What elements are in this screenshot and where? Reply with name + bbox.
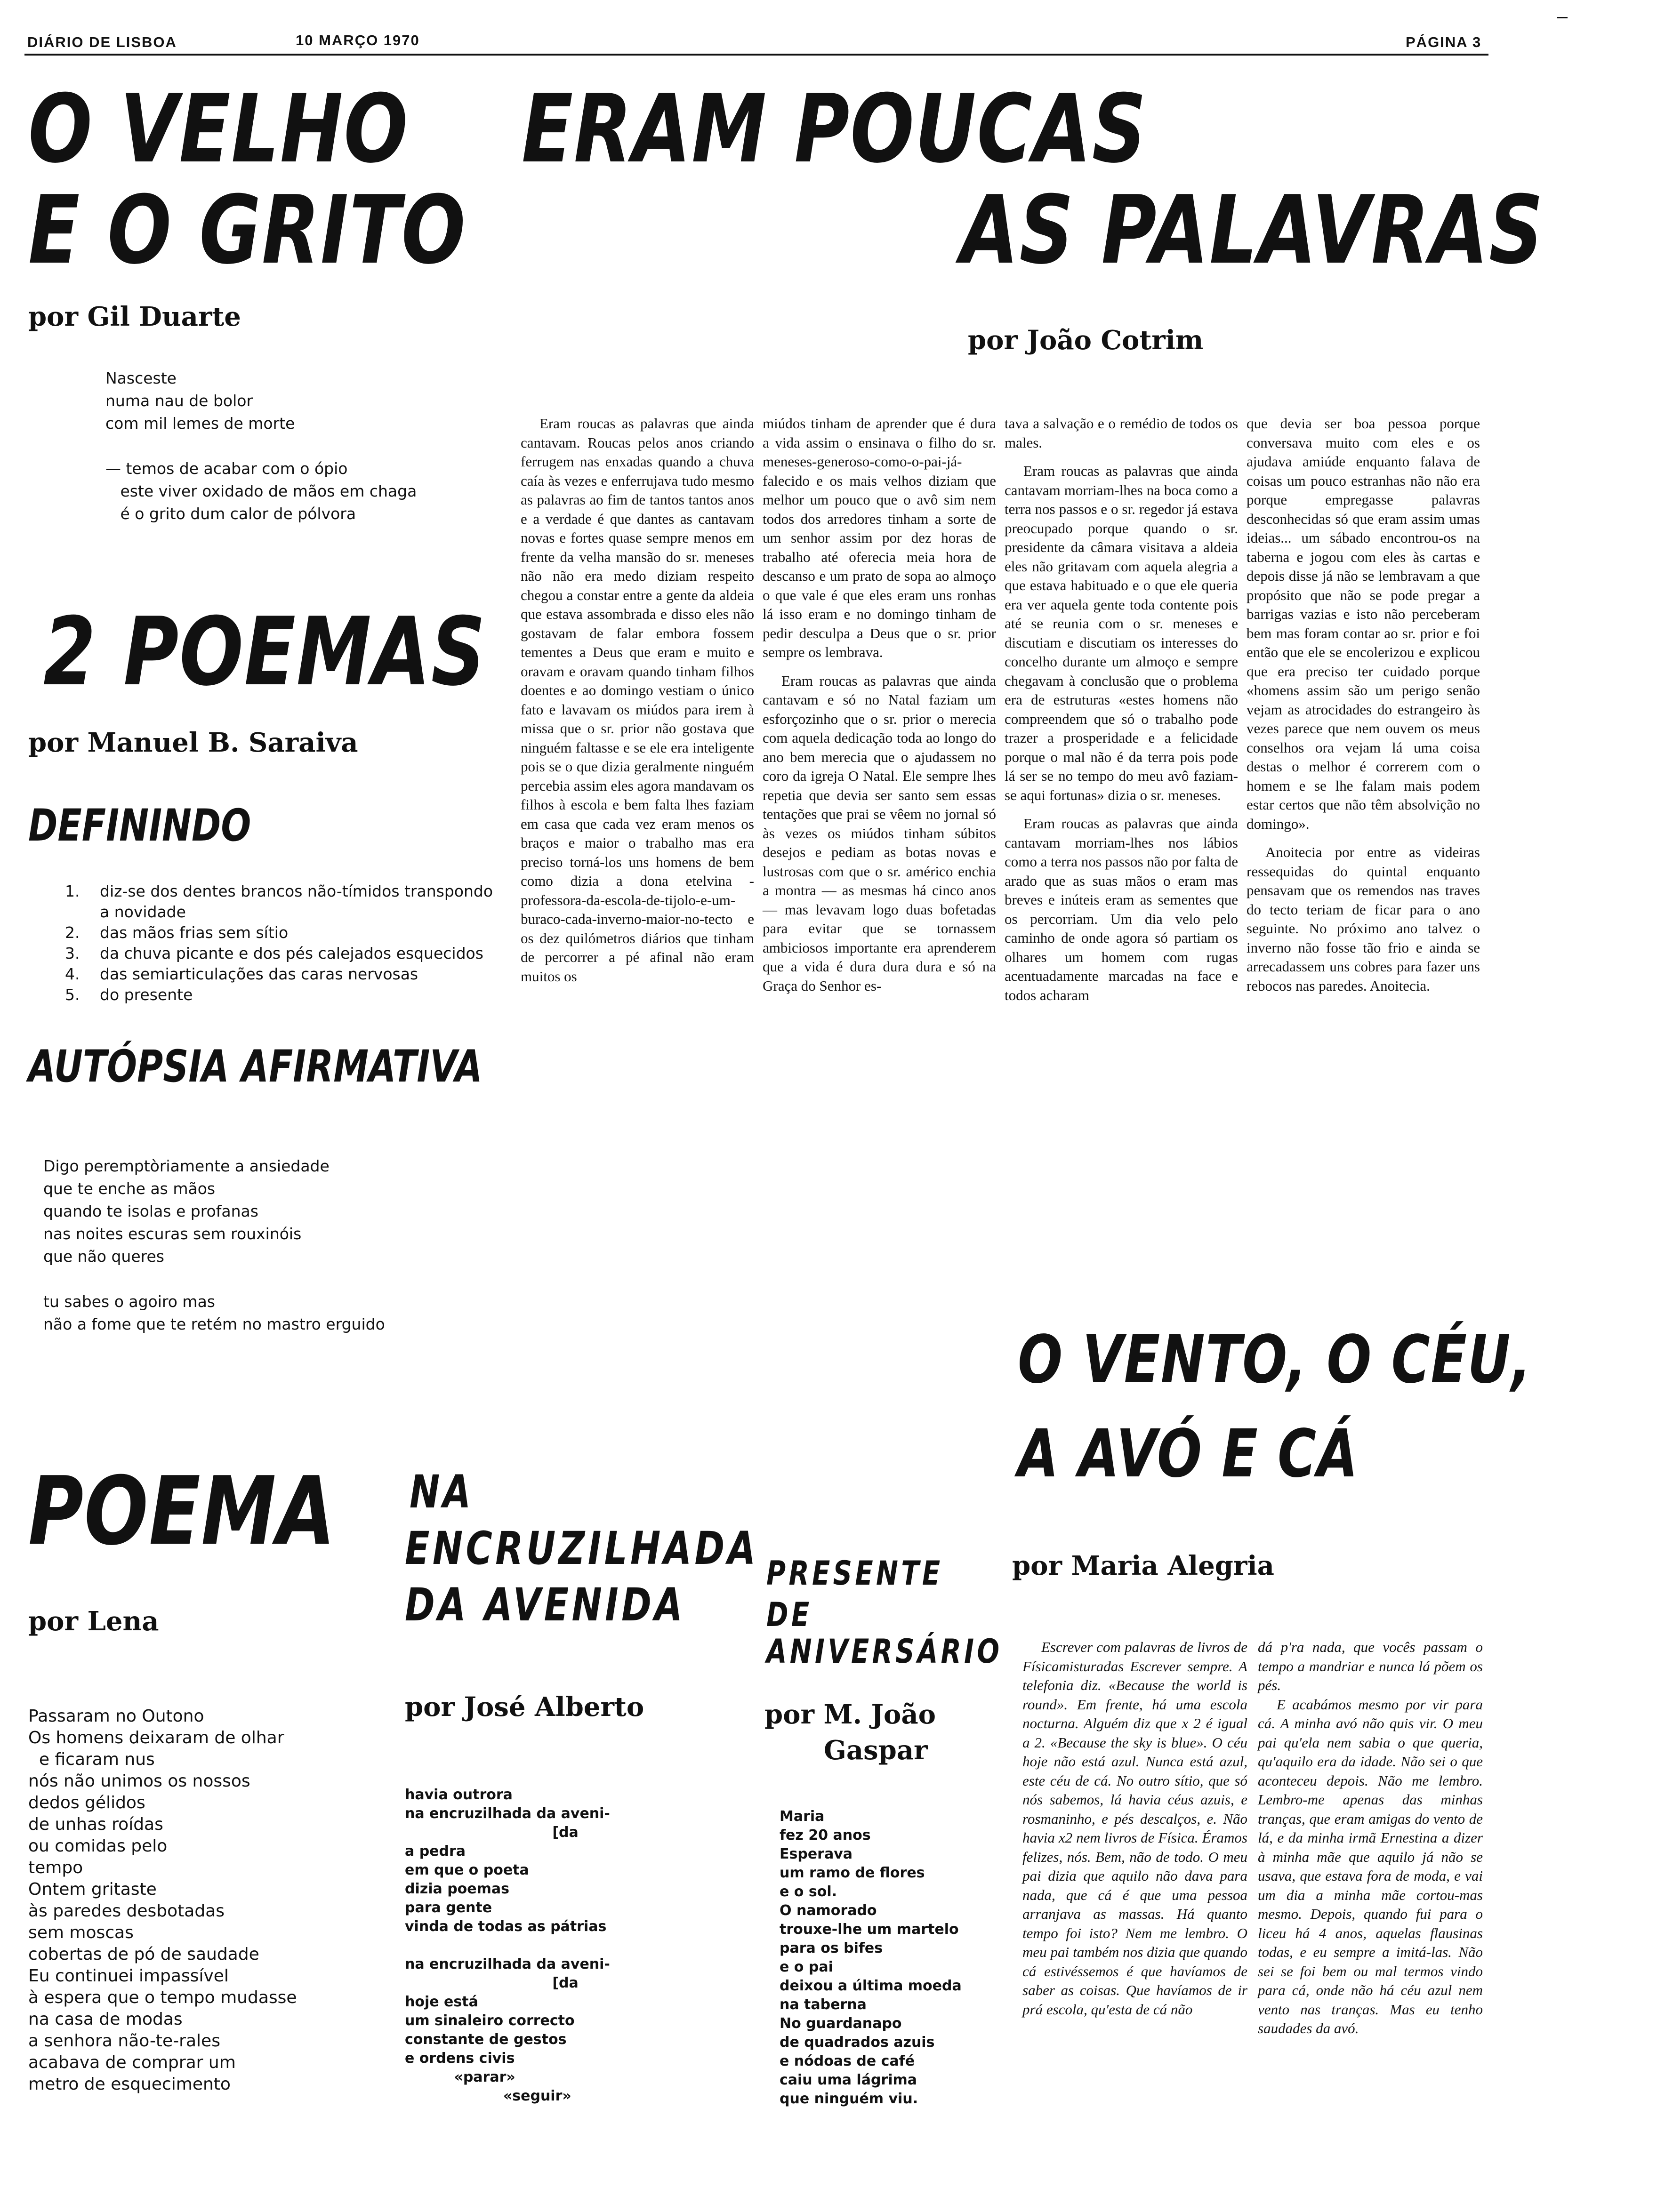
paragraph: Escrever com palavras de livros de Físicamisturadas Escrever sempre. A telefonia diz. «Because the world is round». Em frente, há uma escola nocturna. Alguém diz que x 2 é igual a 2. «Because the sky is blue». O céu hoje não está azul. Nunca está azul, este céu de cá. No outro sítio, que só nós sabemos, lá havia céus azuis, e rosmaninho, e pés descalços, e. Não havia x2 nem livros de Física. Éramos felizes, nós. Bem, não de todo. O meu pai dizia que aquilo não dava para nada, que cá é que uma pessoa arranjava as massas. Há quanto tempo foi isto? Nem me lembro. O meu pai também nos dizia que quando cá estivéssemos é que havíamos de saber as coisas. Que havíamos de ir prá escola, qu'esta de cá não — [1022, 1639, 1247, 2018]
definindo-list — [65, 881, 498, 1005]
headline-velho-line1: O VELHO — [28, 74, 409, 184]
page-number: PÁGINA 3 — [1406, 34, 1482, 50]
paragraph: Eram roucas as palavras que ainda cantavam. Roucas pelos anos criando ferrugem nas enxadas quando a chuva caía às vezes e enferrujava tudo mesmo as palavras ao fim de tantos tantos anos e a verdade é que dantes as cantavam novas e fortes quase sempre menos em frente da velha mansão do sr. meneses não não era medo diziam respeito chegou a constar entre a gente da aldeia que estava assombrada e disso eles não gostavam de falar embora fossem tementes a Deus que eram e muito e oravam e oravam quando tinham filhos doentes e ao domingo vestiam o único fato e lavavam os miúdos para irem à missa que o sr. prior não gostava que ninguém faltasse e se ele era inteligente pois se o que dizia geralmente ninguém percebia assim eles agora mandavam os filhos à escola e bem falta lhes faziam em casa que cada vez eram menos os braços e maior o trabalho mas era preciso torná-los uns homens de bem como dizia a dona etelvina - professora-da-escola-de-tijolo-e-um-buraco-cada-inverno-maior-no-tecto e os dez quilómetros diários que tinham de percorrer a pé afinal não eram muitos os — [521, 415, 754, 985]
vento-column-1 — [1022, 1638, 1247, 2019]
margin-mark — [1557, 17, 1568, 18]
headline-presente-line3: ANIVERSÁRIO — [766, 1632, 1003, 1671]
paragraph: miúdos tinham de aprender que é dura a vida assim o ensinava o filho do sr. meneses-generoso-como-o-pai-já-falecido e os mais velhos diziam que melhor um pouco que o avô sim nem todos dos arredores tinham a sorte de um senhor assim por dez horas de trabalho até oferecia meia hora de descanso e um prato de sopa ao almoço o que vale é que eles eram uns ronhas lá isso eram e no domingo tinham de pedir desculpa a Deus que o sr. prior sempre os lembrava. — [763, 415, 996, 660]
headline-presente-line1: PRESENTE — [766, 1554, 943, 1593]
definindo-item: 1. diz-se dos dentes brancos não-tímidos transpondo a novidade — [65, 882, 493, 921]
headline-velho-line2: E O GRITO — [28, 176, 467, 285]
poem-lena: Passaram no Outono Os homens deixaram de olhar e ficaram nus nós não unimos os nossos dedos gélidos de unhas roídas ou comidas pelo tempo Ontem gritaste às paredes desbotadas sem moscas cobertas de pó de saudade Eu continuei impassível à espera que o tempo mudasse na casa de modas a senhora não-te-rales acabava de comprar um metro de esquecimento — [28, 1707, 297, 2094]
palavras-column-2 — [763, 414, 996, 995]
palavras-column-4 — [1247, 414, 1480, 995]
byline-maria-alegria: por Maria Alegria — [1012, 1550, 1274, 1581]
paragraph: Eram roucas as palavras que ainda cantavam e só no Natal faziam um esforçozinho que o sr. prior o merecia com aquela dedicação toda ao longo do ano bem merecia que o ajudassem no coro da igreja O Natal. Ele sempre lhes repetia que devia ser santo sem essas tentações que prai se vêem no jornal só às vezes os miúdos tinham súbitos desejos e pediam as botas novas e lustrosas com que o sr. américo enchia a montra — as mesmas há cinco anos — mas levavam logo duas bofetadas para evitar que se tornassem ambiciosos importante era aprenderem que a vida é dura dura dura e só na Graça do Senhor es- — [763, 672, 996, 994]
newspaper-name: DIÁRIO DE LISBOA — [27, 34, 177, 50]
byline-manuel-saraiva: por Manuel B. Saraiva — [28, 727, 358, 758]
byline-m-joao-gaspar-line1: por M. João — [764, 1699, 936, 1730]
masthead-rule — [24, 54, 1488, 56]
issue-date: 10 MARÇO 1970 — [296, 32, 420, 48]
headline-presente-line2: DE — [766, 1595, 812, 1634]
definindo-item: 2. das mãos frias sem sítio — [65, 923, 289, 942]
palavras-column-3 — [1005, 414, 1238, 1005]
headline-vento-line1: O VENTO, O CÉU, — [1018, 1322, 1532, 1398]
headline-encruzilhada-line3: DA AVENIDA — [405, 1579, 686, 1631]
byline-joao-cotrim: por João Cotrim — [968, 325, 1204, 356]
byline-lena: por Lena — [28, 1606, 159, 1637]
subtitle-definindo: DEFININDO — [28, 800, 251, 851]
headline-2-poemas: 2 POEMAS — [43, 597, 486, 707]
poem-velho-grito: Nasceste numa nau de bolor com mil lemes de morte — temos de acabar com o ópio este viver oxidado de mãos em chaga é o grito dum calor de pólvora — [105, 369, 417, 523]
definindo-item: 4. das semiarticulações das caras nervosas — [65, 965, 418, 983]
paragraph: Eram roucas as palavras que ainda cantavam morriam-lhes na boca como a terra nos passos e o sr. regedor já estava preocupado porque quando o sr. presidente da câmara visitava a aldeia eles não gritavam com aquela alegria a que estava habituado e o que ele queria era ver aquela gente toda contente pois até se reunia com o sr. meneses e discutiam e discutiam os interesses do concelho durante um almoço e sempre chegavam à conclusão que o problema era de estruturas «estes homens não compreendem que só o trabalho pode trazer a prosperidade e a felicidade porque o mal não é da terra pois pode lá ser se no tempo do meu avô faziam-se aqui fortunas» dizia o sr. meneses. — [1005, 463, 1238, 803]
headline-poema: POEMA — [28, 1457, 336, 1566]
definindo-item: 3. da chuva picante e dos pés calejados esquecidos — [65, 944, 483, 962]
headline-encruzilhada-line2: ENCRUZILHADA — [405, 1522, 759, 1575]
definindo-item: 5. do presente — [65, 986, 193, 1004]
byline-m-joao-gaspar-line2: Gaspar — [824, 1735, 928, 1766]
poem-encruzilhada: havia outrora na encruzilhada da aveni- [da a pedra em que o poeta dizia poemas para gente vinda de todas as pátrias na encruzilhada da aveni- [da hoje está um sinaleiro correcto constante de gestos e ordens civis «parar» «seguir» — [405, 1787, 610, 2104]
subtitle-autopsia-afirmativa: AUTÓPSIA AFIRMATIVA — [28, 1041, 483, 1092]
paragraph: tava a salvação e o remédio de todos os males. — [1005, 415, 1238, 451]
paragraph: que devia ser boa pessoa porque conversava muito com eles e os ajudava amiúde enquanto falava de coisas um pouco estranhas não não era porque empregasse palavras desconhecidas só que eram assim umas ideias... um sábado encontrou-os na taberna e jogou com eles às cartas e depois disse já não se lembravam a que propósito que não se pode pregar a barrigas vazias e isto não perceberam bem mas foram contar ao sr. prior e foi então que ele se encolerizou e explicou que era preciso ter cuidado porque «homens assim são um perigo senão vejam as atrocidades do estrangeiro às vezes parece que nem ouvem os meus conselhos ora vejam lá uma coisa destas o melhor é correrem com o homem e se lhe falam mais podem estar certos que não têm absolvição no domingo». — [1247, 415, 1480, 832]
byline-jose-alberto: por José Alberto — [405, 1691, 644, 1723]
paragraph: E acabámos mesmo por vir para cá. A minha avó não quis vir. O meu pai qu'ela nem sabia o que queria, qu'aquilo era da idade. Não sei o que aconteceu depois. Não me lembro. Lembro-me apenas das minhas tranças, que eram amigas do vento de lá, e da minha irmã Ernestina a dizer à minha mãe que aquilo já não se usava, que estava fora de moda, e vai um dia a minha mãe cortou-mas mesmo. Depois, quando fui para o liceu há 4 anos, aquelas flausinas todas, e eu sempre a imitá-las. Não sei se foi bem ou mal termos vindo para cá, onde não há céu azul nem vento nas tranças. Mas eu tenho saudades da avó. — [1258, 1696, 1483, 2036]
vento-column-2 — [1258, 1638, 1483, 2038]
poem-presente: Maria fez 20 anos Esperava um ramo de flores e o sol. O namorado trouxe-lhe um martelo para os bifes e o pai deixou a última moeda na taberna No guardanapo de quadrados azuis e nódoas de café caiu uma lágrima que ninguém viu. — [780, 1808, 962, 2107]
paragraph: Anoitecia por entre as videiras ressequidas do quintal enquanto pensavam que os remendos nas traves do tecto teriam de ficar para o ano seguinte. No próximo ano talvez o inverno não fosse tão frio e ainda se arrecadassem uns cobres para fazer uns rebocos nas paredes. Anoitecia. — [1247, 844, 1480, 994]
paragraph: Eram roucas as palavras que ainda cantavam morriam-lhes nos lábios como a terra nos passos não por falta de arado que as suas mãos o eram mas breves e inúteis eram as sementes que os percorriam. Um dia velo pelo caminho de onde agora só partiam os olhares um homem com rugas acentuadamente marcadas na face e todos acharam — [1005, 815, 1238, 1003]
paragraph: dá p'ra nada, que vocês passam o tempo a mandriar e nunca lá põem os pés. — [1258, 1639, 1483, 1693]
byline-gil-duarte: por Gil Duarte — [28, 301, 241, 332]
headline-vento-line2: A AVÓ E CÁ — [1018, 1416, 1359, 1492]
headline-encruzilhada-line1: NA — [410, 1466, 474, 1518]
headline-palavras-line2: AS PALAVRAS — [960, 176, 1544, 285]
poem-autopsia: Digo peremptòriamente a ansiedade que te enche as mãos quando te isolas e profanas nas noites escuras sem rouxinóis que não queres tu sabes o agoiro mas não a fome que te retém no mastro erguido — [43, 1157, 385, 1333]
palavras-column-1 — [521, 414, 754, 986]
headline-palavras-line1: ERAM POUCAS — [522, 74, 1147, 184]
